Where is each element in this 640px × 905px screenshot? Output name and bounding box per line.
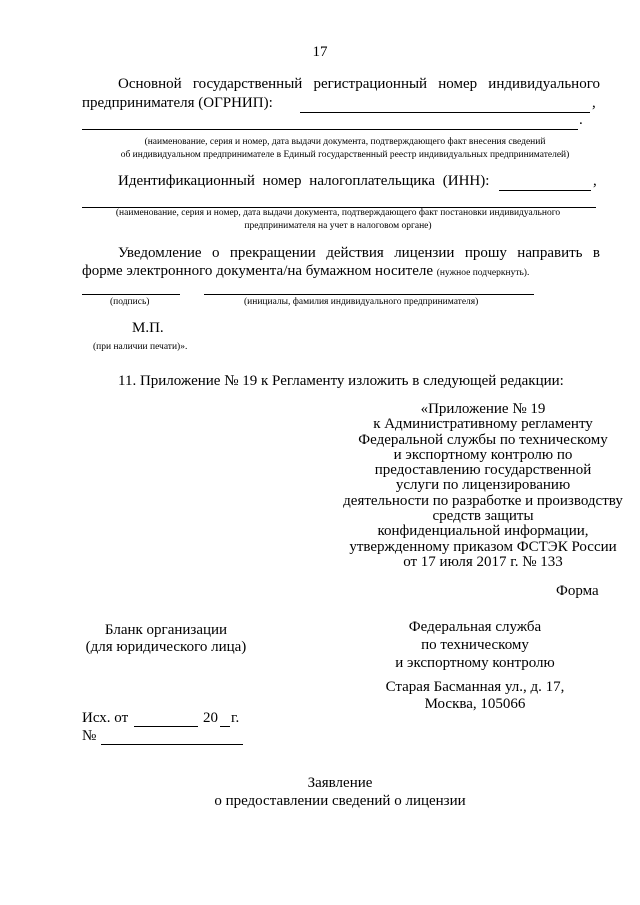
org-blank-line2: (для юридического лица) [85, 639, 247, 655]
inn-input-line[interactable] [499, 190, 591, 191]
addressee-line1: Федеральная служба [408, 619, 542, 635]
outgoing-date-field[interactable] [134, 726, 198, 727]
org-blank-line1: Бланк организации [104, 622, 228, 638]
address-line1: Старая Басманная ул., д. 17, [385, 679, 565, 695]
stamp-note: (при наличии печати)». [93, 342, 188, 352]
ogrnip-input-line[interactable] [300, 112, 590, 113]
appendix-header [330, 402, 636, 570]
ogrnip-line1: Основной государственный регистрационный номер индивидуального [118, 76, 600, 92]
ogrnip-comma: , [592, 95, 596, 111]
appendix-line: деятельности по разработке и производству [343, 492, 623, 509]
outgoing-number-field[interactable] [101, 744, 243, 745]
address-line2: Москва, 105066 [424, 696, 526, 712]
appendix-line: предоставлению государственной [374, 462, 592, 479]
ogrnip-note-line2: об индивидуальном предпринимателе в Единый государственный реестр индивидуальных предпринимателей) [120, 150, 570, 160]
outgoing-label: Исх. от [82, 710, 129, 726]
outgoing-number-label: № [82, 728, 97, 744]
document-title: Заявление [307, 775, 373, 791]
notice-line1: Уведомление о прекращении действия лицензии прошу направить в [118, 245, 600, 261]
name-label: (инициалы, фамилия индивидуального предпринимателя) [244, 297, 479, 307]
inn-label: Идентификационный номер налогоплательщика (ИНН): [118, 173, 490, 189]
appendix-line: утвержденному приказом ФСТЭК России [349, 538, 617, 555]
signature-line[interactable] [82, 294, 180, 295]
stamp-place: М.П. [132, 320, 164, 336]
document-subtitle: о предоставлении сведений о лицензии [214, 793, 466, 809]
outgoing-year-suffix: г. [231, 710, 240, 726]
appendix-line: от 17 июля 2017 г. № 133 [403, 553, 563, 570]
appendix-line: и экспортному контролю по [393, 446, 573, 463]
page-number: 17 [312, 44, 328, 60]
name-line[interactable] [204, 294, 534, 295]
outgoing-year: 20 [203, 710, 218, 726]
appendix-line: к Административному регламенту [373, 416, 593, 433]
outgoing-year-field[interactable] [220, 726, 230, 727]
addressee-line2: по техническому [421, 637, 529, 653]
item-11: 11. Приложение № 19 к Регламенту изложить в следующей редакции: [118, 373, 564, 389]
addressee-line3: и экспортному контролю [395, 655, 555, 671]
notice-line2 [82, 263, 529, 280]
appendix-line: услуги по лицензированию [395, 477, 571, 494]
ogrnip-document-line[interactable] [82, 129, 578, 130]
notice-underline-hint: (нужное подчеркнуть). [436, 268, 530, 278]
ogrnip-note-line1: (наименование, серия и номер, дата выдачи документа, подтверждающего факт внесения сведений [144, 137, 546, 147]
appendix-line: конфиденциальной информации, [377, 523, 589, 540]
appendix-line: средств защиты [432, 508, 534, 525]
ogrnip-label: предпринимателя (ОГРНИП): [82, 95, 273, 111]
signature-label: (подпись) [110, 297, 150, 307]
inn-note-line2: предпринимателя на учет в налоговом органе) [244, 221, 432, 231]
notice-delivery-options: форме электронного документа/на бумажном носителе [82, 263, 433, 279]
inn-comma: , [593, 173, 597, 189]
form-label: Форма [556, 583, 599, 599]
appendix-line: «Приложение № 19 [420, 401, 546, 417]
appendix-line: Федеральной службы по техническому [358, 431, 608, 448]
inn-note-line1: (наименование, серия и номер, дата выдачи документа, подтверждающего факт постановки индивидуального [115, 208, 561, 218]
ogrnip-period: . [579, 112, 583, 128]
